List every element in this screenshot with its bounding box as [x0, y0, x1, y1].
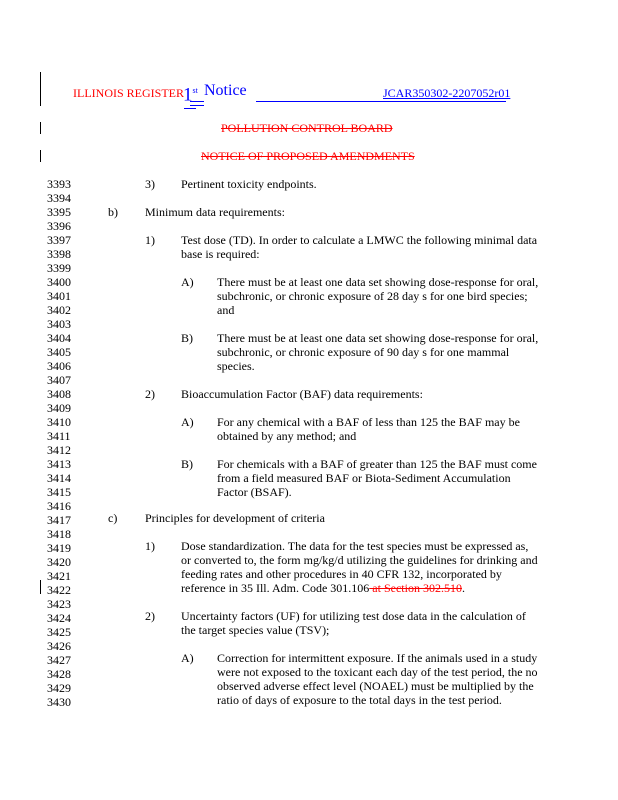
body-line: obtained by any method; and [217, 429, 357, 443]
body-line: subchronic, or chronic exposure of 28 day s for one bird species; [217, 289, 528, 303]
body-text-end: . [461, 581, 465, 595]
line-number: 3406 [47, 359, 71, 373]
line-number: 3394 [47, 191, 71, 205]
body-line: Dose standardization. The data for the test species must be expressed as, [181, 539, 529, 553]
change-bar [40, 150, 41, 162]
jcar-code: JCAR350302-2207052r01 [383, 86, 511, 100]
line-number: 3399 [47, 261, 71, 275]
line-number: 3396 [47, 219, 71, 233]
item-label: B) [181, 331, 193, 345]
line-number: 3421 [47, 569, 71, 583]
body-line: Test dose (TD). In order to calculate a LMWC the following minimal data [181, 233, 538, 247]
body-line: There must be at least one data set showing dose-response for oral, [217, 275, 539, 289]
item-label: B) [181, 457, 193, 471]
item-label: A) [181, 415, 194, 429]
body-line: ratio of days of exposure to the total days in the test period. [217, 693, 502, 707]
line-number: 3424 [47, 611, 71, 625]
board-name: POLLUTION CONTROL BOARD [221, 121, 393, 135]
line-number: 3416 [47, 499, 71, 513]
line-number: 3417 [47, 513, 71, 527]
line-number: 3393 [47, 177, 71, 191]
line-number: 3408 [47, 387, 71, 401]
line-number: 3428 [47, 667, 71, 681]
change-bar [40, 580, 41, 594]
line-number: 3404 [47, 331, 71, 345]
line-number: 3425 [47, 625, 71, 639]
item-label: A) [181, 275, 194, 289]
line-number: 3413 [47, 457, 71, 471]
body-line: For any chemical with a BAF of less than 125 the BAF may be [217, 415, 520, 429]
body-line: Principles for development of criteria [145, 511, 325, 525]
line-number: 3427 [47, 653, 71, 667]
line-number: 3397 [47, 233, 71, 247]
item-label: 1) [145, 539, 155, 553]
item-label: 2) [145, 609, 155, 623]
line-number: 3411 [47, 429, 71, 443]
edition-superscript: st [192, 86, 198, 95]
struck-text: at Section 302.510 [369, 581, 462, 595]
notice-title: Notice [204, 82, 247, 99]
body-line: Correction for intermittent exposure. If the animals used in a study [217, 651, 538, 665]
line-number: 3415 [47, 485, 71, 499]
body-line: There must be at least one data set showing dose-response for oral, [217, 331, 539, 345]
line-number: 3422 [47, 583, 71, 597]
line-number: 3400 [47, 275, 71, 289]
body-line: observed adverse effect level (NOAEL) must be multiplied by the [217, 679, 534, 693]
item-label: 2) [145, 387, 155, 401]
line-number: 3423 [47, 597, 71, 611]
edition-underline [190, 101, 204, 106]
body-line: and [217, 303, 235, 317]
line-number: 3398 [47, 247, 71, 261]
body-line: from a field measured BAF or Biota-Sediment Accumulation [217, 471, 511, 485]
register-title: ILLINOIS REGISTER [73, 86, 184, 100]
body-line: or converted to, the form mg/kg/d utilizing the guidelines for drinking and [181, 553, 538, 567]
body-line: were not exposed to the toxicant each day of the test period, the no [217, 665, 538, 679]
line-number: 3419 [47, 541, 71, 555]
line-number: 3420 [47, 555, 71, 569]
line-number: 3407 [47, 373, 71, 387]
line-number: 3426 [47, 639, 71, 653]
line-number: 3401 [47, 289, 71, 303]
body-line: the target species value (TSV); [181, 623, 330, 637]
line-number: 3430 [47, 695, 71, 709]
edition-underline-2 [184, 108, 196, 109]
line-number: 3418 [47, 527, 71, 541]
body-text: reference in 35 Ill. Adm. Code 301.106 [181, 581, 370, 595]
line-number: 3429 [47, 681, 71, 695]
line-number: 3409 [47, 401, 71, 415]
body-line [181, 581, 465, 595]
notice-type: NOTICE OF PROPOSED AMENDMENTS [201, 149, 415, 163]
body-line: feeding rates and other procedures in 40 CFR 132, incorporated by [181, 567, 502, 581]
line-number: 3402 [47, 303, 71, 317]
notice-underline [256, 101, 506, 102]
body-line: For chemicals with a BAF of greater than 125 the BAF must come [217, 457, 537, 471]
item-label: 3) [145, 177, 155, 191]
item-label: c) [108, 511, 118, 525]
body-line: Minimum data requirements: [145, 205, 285, 219]
line-number: 3410 [47, 415, 71, 429]
item-label: 1) [145, 233, 155, 247]
change-bar [40, 122, 41, 134]
line-number: 3412 [47, 443, 71, 457]
body-line: Bioaccumulation Factor (BAF) data requirements: [181, 387, 423, 401]
change-bar [40, 72, 41, 106]
item-label: A) [181, 651, 194, 665]
body-line: Uncertainty factors (UF) for utilizing test dose data in the calculation of [181, 609, 526, 623]
line-number: 3405 [47, 345, 71, 359]
line-number: 3403 [47, 317, 71, 331]
line-number: 3395 [47, 205, 71, 219]
body-line: Factor (BSAF). [217, 485, 292, 499]
body-line: species. [217, 359, 255, 373]
body-line: Pertinent toxicity endpoints. [181, 177, 317, 191]
body-line: base is required: [181, 247, 260, 261]
line-number: 3414 [47, 471, 71, 485]
edition-one: 1 [183, 84, 193, 106]
item-label: b) [108, 205, 118, 219]
body-line: subchronic, or chronic exposure of 90 day s for one mammal [217, 345, 510, 359]
